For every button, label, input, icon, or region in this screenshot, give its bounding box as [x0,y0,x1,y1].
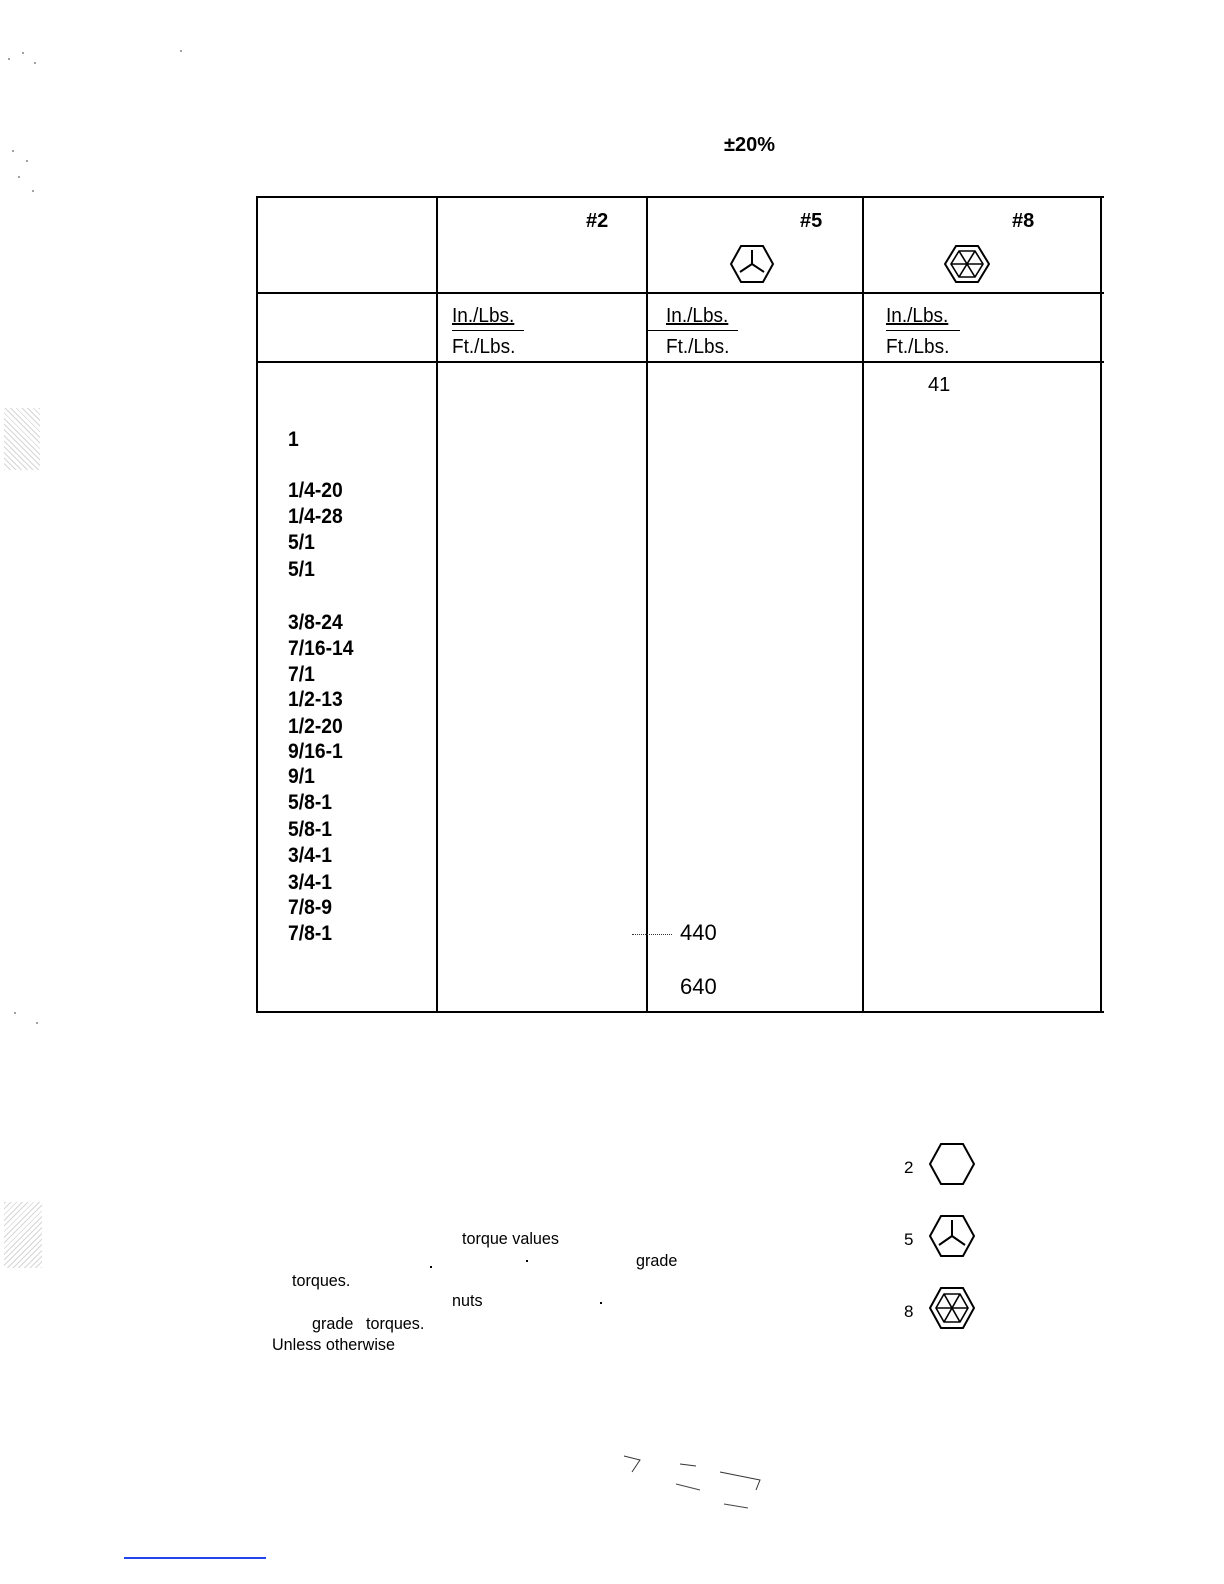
legend-label: 2 [904,1158,914,1177]
note-fragment: torques. [292,1271,351,1290]
size-cell: 5/1 [288,531,315,554]
size-cell: 7/16-14 [288,637,354,660]
units-underline [452,330,524,331]
hexagon-six-line-icon [928,1286,976,1330]
legend-label: 8 [904,1302,914,1321]
note-fragment: nuts [452,1291,483,1310]
size-cell: 5/8-1 [288,818,333,841]
table-header-rule [256,292,1104,294]
size-cell: 9/1 [288,765,315,788]
scan-mark [430,1266,432,1268]
table-col-rule [436,196,438,1013]
unit-inlbs-grade8: In./Lbs. [886,305,949,327]
units-underline [648,330,738,331]
value-cell: 440 [680,920,717,945]
footer-rule [124,1557,266,1559]
size-cell: 3/4-1 [288,871,333,894]
hexagon-three-line-icon [730,244,774,284]
size-cell: 5/1 [288,558,315,581]
unit-inlbs-grade5: In./Lbs. [666,305,729,327]
hexagon-six-line-icon [944,244,990,284]
scan-mark [600,1302,602,1304]
table-col-rule [862,196,864,1013]
note-fragment: Unless otherwise [272,1335,395,1354]
value-cell: 640 [680,974,717,999]
size-cell: 7/8-1 [288,922,333,945]
scan-mark [526,1260,528,1262]
size-cell: 1 [288,428,299,451]
note-fragment: grade [636,1251,678,1270]
size-cell: 1/4-28 [288,505,343,528]
unit-inlbs-grade2: In./Lbs. [452,305,515,327]
legend-label: 5 [904,1230,914,1249]
hexagon-plain-icon [928,1142,976,1186]
table-col-rule [1100,196,1102,1013]
size-cell: 7/8-9 [288,896,333,919]
size-cell: 3/8-24 [288,611,343,634]
size-cell: 1/2-13 [288,688,343,711]
size-cell: 5/8-1 [288,791,333,814]
size-cell: 3/4-1 [288,844,333,867]
size-cell: 1/2-20 [288,715,343,738]
grade-8-header: #8 [1012,210,1035,232]
size-cell: 7/1 [288,663,315,686]
scan-mark [632,934,672,937]
hexagon-three-line-icon [928,1214,976,1258]
note-fragment: grade [312,1314,354,1333]
unit-ftlbs-grade2: Ft./Lbs. [452,336,516,358]
table-top-rule [256,196,1104,198]
table-bottom-rule [256,1011,1104,1013]
size-cell: 9/16-1 [288,740,343,763]
note-fragment: torque values [462,1229,559,1248]
value-cell: 41 [928,374,951,396]
grade-5-header: #5 [800,210,823,232]
unit-ftlbs-grade8: Ft./Lbs. [886,336,950,358]
tolerance-label: ±20% [724,134,776,156]
unit-ftlbs-grade5: Ft./Lbs. [666,336,730,358]
grade-2-header: #2 [586,210,609,232]
table-units-rule [256,361,1104,363]
units-underline [886,330,960,331]
scan-scribble [620,1450,780,1520]
table-col-rule [256,196,258,1013]
table-col-rule [646,196,648,1013]
note-fragment: torques. [366,1314,425,1333]
size-cell: 1/4-20 [288,479,343,502]
